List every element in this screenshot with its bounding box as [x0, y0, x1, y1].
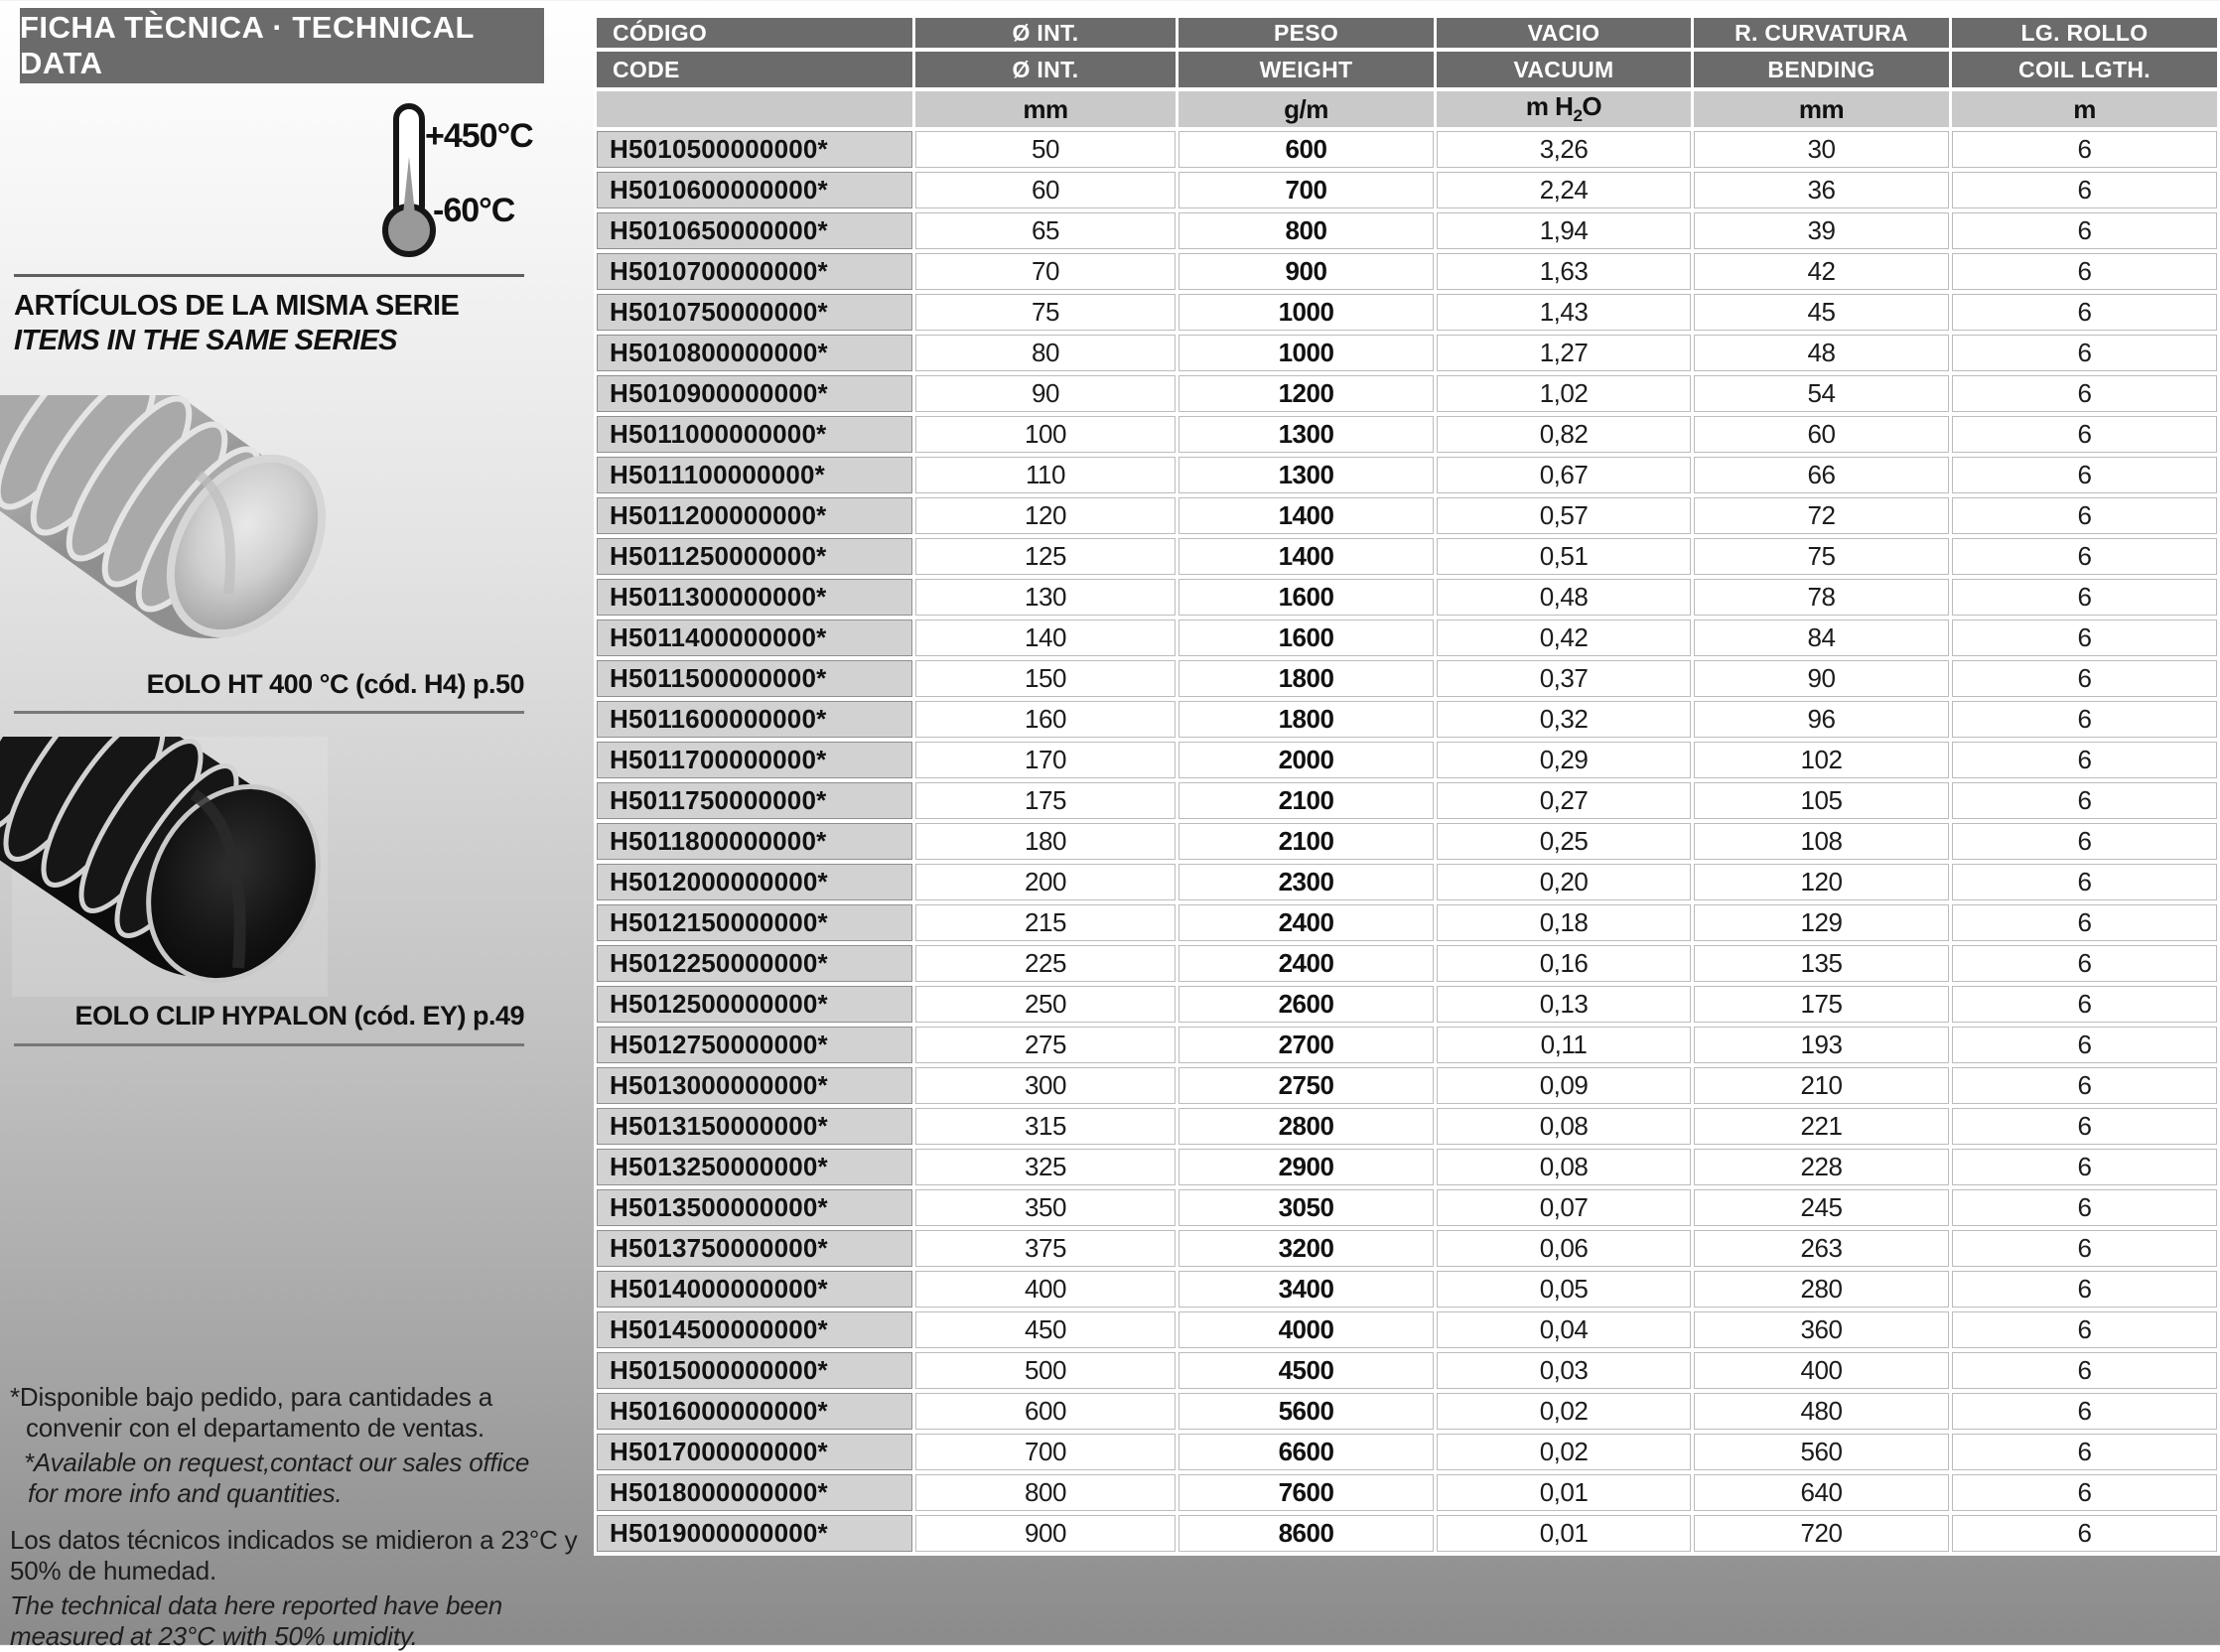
- code-cell: H5017000000000*: [597, 1434, 912, 1470]
- bending-cell: 39: [1694, 212, 1949, 249]
- header-row-es: [597, 18, 2217, 48]
- coil-length-cell: 6: [1952, 335, 2217, 371]
- vacuum-cell: 0,06: [1437, 1230, 1691, 1267]
- divider: [14, 274, 524, 277]
- vacuum-cell: 0,48: [1437, 579, 1691, 616]
- coil-length-cell: 6: [1952, 172, 2217, 208]
- diameter-cell: 120: [915, 497, 1176, 534]
- diameter-cell: 900: [915, 1515, 1176, 1552]
- coil-length-cell: 6: [1952, 457, 2217, 493]
- bending-cell: 228: [1694, 1149, 1949, 1185]
- table-row: [597, 538, 2217, 575]
- coil-length-cell: 6: [1952, 823, 2217, 860]
- vacuum-cell: 0,03: [1437, 1352, 1691, 1389]
- diameter-cell: 275: [915, 1027, 1176, 1063]
- weight-cell: 3200: [1179, 1230, 1434, 1267]
- weight-cell: 5600: [1179, 1393, 1434, 1430]
- code-cell: H5013250000000*: [597, 1149, 912, 1185]
- code-cell: H5012000000000*: [597, 864, 912, 900]
- vacuum-cell: 0,02: [1437, 1393, 1691, 1430]
- code-cell: H5012250000000*: [597, 945, 912, 982]
- vacuum-cell: 0,37: [1437, 660, 1691, 697]
- code-cell: H5013150000000*: [597, 1108, 912, 1145]
- coil-length-cell: 6: [1952, 1311, 2217, 1348]
- unit-code: [597, 91, 912, 127]
- product-caption-eolo-clip: EOLO CLIP HYPALON (cód. EY) p.49: [74, 1001, 524, 1031]
- code-cell: H5013750000000*: [597, 1230, 912, 1267]
- code-cell: H5010600000000*: [597, 172, 912, 208]
- bending-cell: 78: [1694, 579, 1949, 616]
- table-row: [597, 416, 2217, 453]
- table-row: [597, 1515, 2217, 1552]
- diameter-cell: 50: [915, 131, 1176, 168]
- vacuum-cell: 0,29: [1437, 742, 1691, 778]
- weight-cell: 1400: [1179, 538, 1434, 575]
- vacuum-cell: 0,08: [1437, 1108, 1691, 1145]
- coil-length-cell: 6: [1952, 1108, 2217, 1145]
- diameter-cell: 325: [915, 1149, 1176, 1185]
- vacuum-cell: 1,02: [1437, 375, 1691, 412]
- code-cell: H5014000000000*: [597, 1271, 912, 1308]
- table-row: [597, 1067, 2217, 1104]
- weight-cell: 1800: [1179, 701, 1434, 738]
- coil-length-cell: 6: [1952, 1393, 2217, 1430]
- bending-cell: 175: [1694, 986, 1949, 1023]
- coil-length-cell: 6: [1952, 1515, 2217, 1552]
- table-row: [597, 253, 2217, 290]
- vacuum-cell: 1,63: [1437, 253, 1691, 290]
- table-row: [597, 986, 2217, 1023]
- code-cell: H5011800000000*: [597, 823, 912, 860]
- weight-cell: 1300: [1179, 457, 1434, 493]
- diameter-cell: 180: [915, 823, 1176, 860]
- vacuum-cell: 0,16: [1437, 945, 1691, 982]
- diameter-cell: 350: [915, 1189, 1176, 1226]
- bending-cell: 45: [1694, 294, 1949, 331]
- diameter-cell: 800: [915, 1474, 1176, 1511]
- bending-cell: 193: [1694, 1027, 1949, 1063]
- code-cell: H5011200000000*: [597, 497, 912, 534]
- table-row: [597, 1271, 2217, 1308]
- col-header-weight: WEIGHT: [1179, 52, 1434, 87]
- table-row: [597, 1230, 2217, 1267]
- bending-cell: 210: [1694, 1067, 1949, 1104]
- coil-length-cell: 6: [1952, 1149, 2217, 1185]
- table-row: [597, 579, 2217, 616]
- coil-length-cell: 6: [1952, 294, 2217, 331]
- diameter-cell: 75: [915, 294, 1176, 331]
- table-row: [597, 1352, 2217, 1389]
- coil-length-cell: 6: [1952, 782, 2217, 819]
- diameter-cell: 375: [915, 1230, 1176, 1267]
- coil-length-cell: 6: [1952, 253, 2217, 290]
- table-row: [597, 904, 2217, 941]
- vacuum-cell: 0,20: [1437, 864, 1691, 900]
- diameter-cell: 110: [915, 457, 1176, 493]
- weight-cell: 6600: [1179, 1434, 1434, 1470]
- weight-cell: 1800: [1179, 660, 1434, 697]
- temperature-max-label: +450°C: [425, 117, 533, 155]
- page-title: FICHA TÈCNICA · TECHNICAL DATA: [20, 8, 544, 83]
- diameter-cell: 500: [915, 1352, 1176, 1389]
- bending-cell: 90: [1694, 660, 1949, 697]
- coil-length-cell: 6: [1952, 375, 2217, 412]
- diameter-cell: 300: [915, 1067, 1176, 1104]
- code-cell: H5013500000000*: [597, 1189, 912, 1226]
- code-cell: H5011750000000*: [597, 782, 912, 819]
- footnote-line: convenir con el departamento de ventas.: [26, 1413, 485, 1443]
- bending-cell: 280: [1694, 1271, 1949, 1308]
- coil-length-cell: 6: [1952, 945, 2217, 982]
- vacuum-cell: 0,67: [1437, 457, 1691, 493]
- diameter-cell: 80: [915, 335, 1176, 371]
- code-cell: H5011500000000*: [597, 660, 912, 697]
- vacuum-cell: 0,01: [1437, 1515, 1691, 1552]
- bending-cell: 245: [1694, 1189, 1949, 1226]
- table-row: [597, 1311, 2217, 1348]
- bending-cell: 54: [1694, 375, 1949, 412]
- col-header-codigo: CÓDIGO: [597, 18, 912, 48]
- table-row: [597, 294, 2217, 331]
- code-cell: H5012500000000*: [597, 986, 912, 1023]
- code-cell: H5011400000000*: [597, 620, 912, 656]
- table-row: [597, 1393, 2217, 1430]
- code-cell: H5010750000000*: [597, 294, 912, 331]
- bending-cell: 263: [1694, 1230, 1949, 1267]
- code-cell: H5011250000000*: [597, 538, 912, 575]
- weight-cell: 1600: [1179, 620, 1434, 656]
- code-cell: H5013000000000*: [597, 1067, 912, 1104]
- coil-length-cell: 6: [1952, 1189, 2217, 1226]
- bending-cell: 75: [1694, 538, 1949, 575]
- bending-cell: 105: [1694, 782, 1949, 819]
- coil-length-cell: 6: [1952, 620, 2217, 656]
- bending-cell: 120: [1694, 864, 1949, 900]
- coil-length-cell: 6: [1952, 1434, 2217, 1470]
- vacuum-cell: 3,26: [1437, 131, 1691, 168]
- diameter-cell: 175: [915, 782, 1176, 819]
- unit-weight: g/m: [1179, 91, 1434, 127]
- col-header-diametro: Ø INT.: [915, 18, 1176, 48]
- footnote-line: *Available on request,contact our sales office: [24, 1447, 530, 1477]
- vacuum-cell: 0,13: [1437, 986, 1691, 1023]
- diameter-cell: 700: [915, 1434, 1176, 1470]
- coil-length-cell: 6: [1952, 416, 2217, 453]
- bending-cell: 360: [1694, 1311, 1949, 1348]
- vacuum-cell: 0,32: [1437, 701, 1691, 738]
- vacuum-cell: 0,57: [1437, 497, 1691, 534]
- weight-cell: 2400: [1179, 945, 1434, 982]
- vacuum-cell: 0,82: [1437, 416, 1691, 453]
- weight-cell: 1000: [1179, 335, 1434, 371]
- coil-length-cell: 6: [1952, 1474, 2217, 1511]
- vacuum-cell: 0,09: [1437, 1067, 1691, 1104]
- weight-cell: 2700: [1179, 1027, 1434, 1063]
- same-series-heading-es: ARTÍCULOS DE LA MISMA SERIE: [14, 290, 460, 322]
- coil-length-cell: 6: [1952, 1271, 2217, 1308]
- same-series-heading-en: ITEMS IN THE SAME SERIES: [14, 325, 397, 356]
- diameter-cell: 140: [915, 620, 1176, 656]
- vacuum-cell: 1,94: [1437, 212, 1691, 249]
- code-cell: H5011100000000*: [597, 457, 912, 493]
- diameter-cell: 125: [915, 538, 1176, 575]
- weight-cell: 3050: [1179, 1189, 1434, 1226]
- vacuum-cell: 0,11: [1437, 1027, 1691, 1063]
- footnote-line: measured at 23°C with 50% umidity.: [10, 1621, 418, 1651]
- footnote-available-en: [24, 1447, 529, 1509]
- technical-data-table: [594, 14, 2220, 1556]
- unit-diameter: mm: [915, 91, 1176, 127]
- vacuum-cell: 0,42: [1437, 620, 1691, 656]
- table-row: [597, 823, 2217, 860]
- vacuum-cell: 0,27: [1437, 782, 1691, 819]
- table-row: [597, 701, 2217, 738]
- diameter-cell: 90: [915, 375, 1176, 412]
- bending-cell: 560: [1694, 1434, 1949, 1470]
- coil-length-cell: 6: [1952, 1027, 2217, 1063]
- weight-cell: 7600: [1179, 1474, 1434, 1511]
- diameter-cell: 160: [915, 701, 1176, 738]
- col-header-diameter: Ø INT.: [915, 52, 1176, 87]
- weight-cell: 800: [1179, 212, 1434, 249]
- weight-cell: 4000: [1179, 1311, 1434, 1348]
- diameter-cell: 215: [915, 904, 1176, 941]
- weight-cell: 2800: [1179, 1108, 1434, 1145]
- footnote-measured-en: [10, 1590, 502, 1652]
- coil-length-cell: 6: [1952, 864, 2217, 900]
- coil-length-cell: 6: [1952, 986, 2217, 1023]
- bending-cell: 48: [1694, 335, 1949, 371]
- weight-cell: 2600: [1179, 986, 1434, 1023]
- weight-cell: 1000: [1179, 294, 1434, 331]
- code-cell: H5012750000000*: [597, 1027, 912, 1063]
- table-row: [597, 1027, 2217, 1063]
- weight-cell: 1600: [1179, 579, 1434, 616]
- coil-length-cell: 6: [1952, 904, 2217, 941]
- vacuum-cell: 0,07: [1437, 1189, 1691, 1226]
- coil-length-cell: 6: [1952, 742, 2217, 778]
- code-cell: H5010700000000*: [597, 253, 912, 290]
- bending-cell: 42: [1694, 253, 1949, 290]
- diameter-cell: 70: [915, 253, 1176, 290]
- coil-length-cell: 6: [1952, 1352, 2217, 1389]
- code-cell: H5019000000000*: [597, 1515, 912, 1552]
- unit-vacuum: m $H_2O$: [1437, 91, 1691, 127]
- col-header-rollo: LG. ROLLO: [1952, 18, 2217, 48]
- weight-cell: 3400: [1179, 1271, 1434, 1308]
- vacuum-cell: 0,04: [1437, 1311, 1691, 1348]
- coil-length-cell: 6: [1952, 538, 2217, 575]
- bending-cell: 72: [1694, 497, 1949, 534]
- footnote-line: The technical data here reported have been: [10, 1590, 503, 1620]
- diameter-cell: 250: [915, 986, 1176, 1023]
- divider: [14, 1043, 524, 1046]
- product-image-black-hose: [0, 737, 328, 1003]
- vacuum-cell: 0,01: [1437, 1474, 1691, 1511]
- diameter-cell: 100: [915, 416, 1176, 453]
- bending-cell: 135: [1694, 945, 1949, 982]
- bending-cell: 96: [1694, 701, 1949, 738]
- table-row: [597, 497, 2217, 534]
- table-row: [597, 375, 2217, 412]
- weight-cell: 1400: [1179, 497, 1434, 534]
- table-row: [597, 742, 2217, 778]
- footnote-line: *Disponible bajo pedido, para cantidades a: [10, 1382, 492, 1412]
- weight-cell: 1200: [1179, 375, 1434, 412]
- code-cell: H5011700000000*: [597, 742, 912, 778]
- table-row: [597, 660, 2217, 697]
- bending-cell: 102: [1694, 742, 1949, 778]
- bending-cell: 36: [1694, 172, 1949, 208]
- units-row: [597, 91, 2217, 127]
- table-row: [597, 335, 2217, 371]
- weight-cell: 2750: [1179, 1067, 1434, 1104]
- vacuum-cell: 0,51: [1437, 538, 1691, 575]
- diameter-cell: 400: [915, 1271, 1176, 1308]
- code-cell: H5014500000000*: [597, 1311, 912, 1348]
- code-cell: H5010900000000*: [597, 375, 912, 412]
- temperature-min-label: -60°C: [433, 192, 515, 229]
- col-header-vacuum: VACUUM: [1437, 52, 1691, 87]
- table-row: [597, 1108, 2217, 1145]
- table-row: [597, 1474, 2217, 1511]
- col-header-code: CODE: [597, 52, 912, 87]
- col-header-vacio: VACIO: [1437, 18, 1691, 48]
- diameter-cell: 225: [915, 945, 1176, 982]
- bending-cell: 60: [1694, 416, 1949, 453]
- table-row: [597, 945, 2217, 982]
- diameter-cell: 150: [915, 660, 1176, 697]
- header-row-en: [597, 52, 2217, 87]
- product-image-gray-hose: [0, 395, 333, 668]
- table-row: [597, 212, 2217, 249]
- unit-coil: m: [1952, 91, 2217, 127]
- diameter-cell: 200: [915, 864, 1176, 900]
- code-cell: H5011300000000*: [597, 579, 912, 616]
- table-row: [597, 457, 2217, 493]
- code-cell: H5010800000000*: [597, 335, 912, 371]
- product-caption-eolo-ht: EOLO HT 400 °C (cód. H4) p.50: [146, 669, 524, 699]
- code-cell: H5011600000000*: [597, 701, 912, 738]
- table-row: [597, 620, 2217, 656]
- table-row: [597, 782, 2217, 819]
- vacuum-cell: 1,27: [1437, 335, 1691, 371]
- code-cell: H5012150000000*: [597, 904, 912, 941]
- col-header-curvatura: R. CURVATURA: [1694, 18, 1949, 48]
- footnote-line: Los datos técnicos indicados se midieron a 23°C y: [10, 1525, 578, 1555]
- table-row: [597, 1189, 2217, 1226]
- vacuum-cell: 0,25: [1437, 823, 1691, 860]
- code-cell: H5016000000000*: [597, 1393, 912, 1430]
- diameter-cell: 65: [915, 212, 1176, 249]
- diameter-cell: 130: [915, 579, 1176, 616]
- table-row: [597, 131, 2217, 168]
- coil-length-cell: 6: [1952, 497, 2217, 534]
- bending-cell: 108: [1694, 823, 1949, 860]
- weight-cell: 600: [1179, 131, 1434, 168]
- weight-cell: 4500: [1179, 1352, 1434, 1389]
- diameter-cell: 60: [915, 172, 1176, 208]
- code-cell: H5018000000000*: [597, 1474, 912, 1511]
- table-row: [597, 864, 2217, 900]
- weight-cell: 700: [1179, 172, 1434, 208]
- weight-cell: 1300: [1179, 416, 1434, 453]
- bending-cell: 129: [1694, 904, 1949, 941]
- col-header-peso: PESO: [1179, 18, 1434, 48]
- vacuum-cell: 0,18: [1437, 904, 1691, 941]
- diameter-cell: 600: [915, 1393, 1176, 1430]
- weight-cell: 900: [1179, 253, 1434, 290]
- diameter-cell: 315: [915, 1108, 1176, 1145]
- weight-cell: 8600: [1179, 1515, 1434, 1552]
- weight-cell: 2100: [1179, 823, 1434, 860]
- coil-length-cell: 6: [1952, 1067, 2217, 1104]
- weight-cell: 2300: [1179, 864, 1434, 900]
- bending-cell: 30: [1694, 131, 1949, 168]
- vacuum-cell: 0,05: [1437, 1271, 1691, 1308]
- footnote-measured-es: [10, 1525, 577, 1586]
- footnote-available-es: [10, 1382, 492, 1444]
- table-row: [597, 1149, 2217, 1185]
- table-row: [597, 172, 2217, 208]
- col-header-coil: COIL LGTH.: [1952, 52, 2217, 87]
- footnote-line: 50% de humedad.: [10, 1556, 217, 1585]
- code-cell: H5010500000000*: [597, 131, 912, 168]
- vacuum-cell: 1,43: [1437, 294, 1691, 331]
- weight-cell: 2400: [1179, 904, 1434, 941]
- code-cell: H5011000000000*: [597, 416, 912, 453]
- footnote-line: for more info and quantities.: [28, 1478, 343, 1508]
- divider: [14, 711, 524, 714]
- weight-cell: 2100: [1179, 782, 1434, 819]
- bending-cell: 84: [1694, 620, 1949, 656]
- vacuum-cell: 2,24: [1437, 172, 1691, 208]
- code-cell: H5010650000000*: [597, 212, 912, 249]
- coil-length-cell: 6: [1952, 212, 2217, 249]
- vacuum-cell: 0,08: [1437, 1149, 1691, 1185]
- bending-cell: 720: [1694, 1515, 1949, 1552]
- coil-length-cell: 6: [1952, 701, 2217, 738]
- col-header-bending: BENDING: [1694, 52, 1949, 87]
- bending-cell: 221: [1694, 1108, 1949, 1145]
- table-row: [597, 1434, 2217, 1470]
- coil-length-cell: 6: [1952, 131, 2217, 168]
- diameter-cell: 450: [915, 1311, 1176, 1348]
- weight-cell: 2000: [1179, 742, 1434, 778]
- table-body: [597, 131, 2217, 1552]
- bending-cell: 66: [1694, 457, 1949, 493]
- coil-length-cell: 6: [1952, 660, 2217, 697]
- code-cell: H5015000000000*: [597, 1352, 912, 1389]
- bending-cell: 480: [1694, 1393, 1949, 1430]
- vacuum-cell: 0,02: [1437, 1434, 1691, 1470]
- weight-cell: 2900: [1179, 1149, 1434, 1185]
- bending-cell: 400: [1694, 1352, 1949, 1389]
- diameter-cell: 170: [915, 742, 1176, 778]
- bending-cell: 640: [1694, 1474, 1949, 1511]
- coil-length-cell: 6: [1952, 1230, 2217, 1267]
- coil-length-cell: 6: [1952, 579, 2217, 616]
- unit-bending: mm: [1694, 91, 1949, 127]
